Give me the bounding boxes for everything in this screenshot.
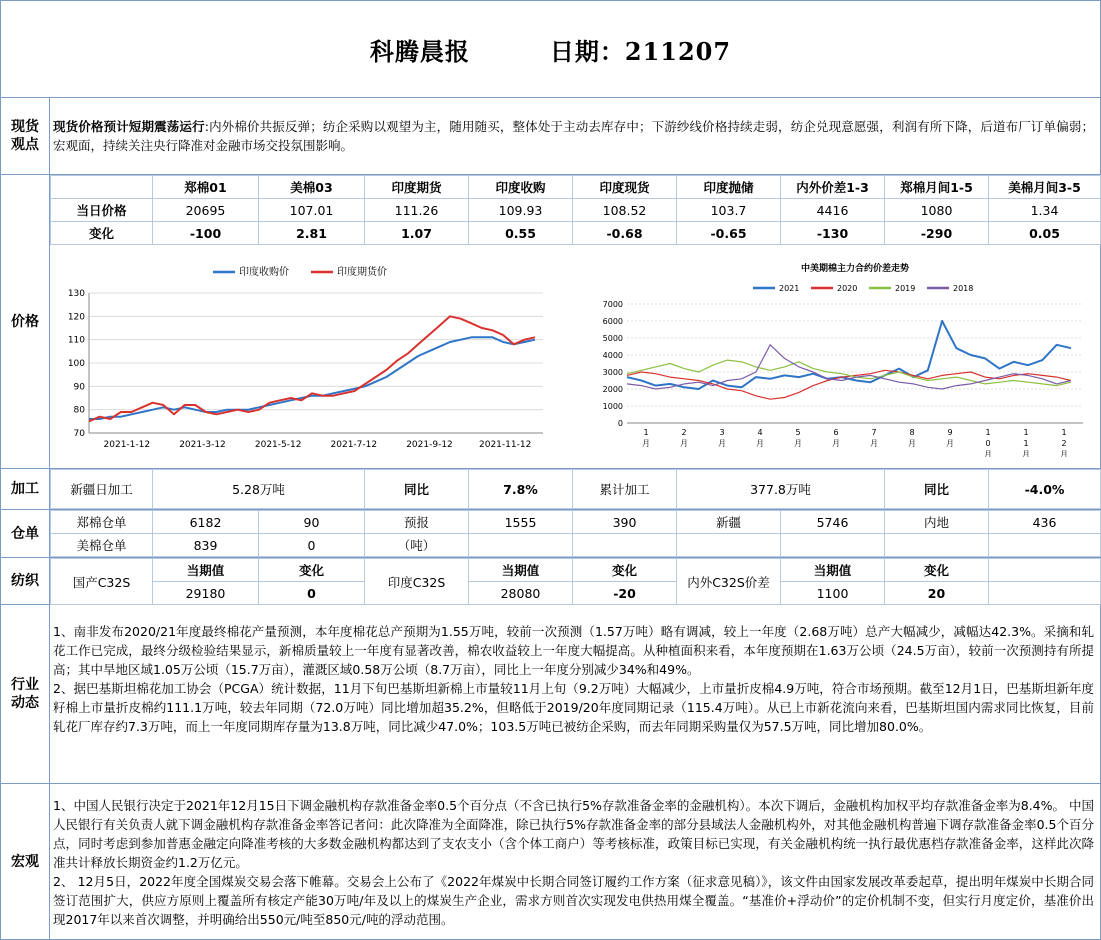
- price-col-header: 美棉月间3-5: [989, 176, 1101, 199]
- textile-section: [1, 558, 1100, 605]
- yoy-value: -4.0%: [989, 470, 1101, 509]
- legend-label: 2020: [837, 284, 858, 293]
- price-col-header: 郑棉01: [153, 176, 259, 199]
- price-table: [50, 175, 1101, 245]
- processing-section: [1, 469, 1100, 510]
- x-tick-label: 2 月: [680, 428, 688, 448]
- change-cell: -290: [885, 222, 989, 245]
- legend-label: 印度收购价: [239, 267, 289, 278]
- legend-label: 2018: [953, 284, 974, 293]
- x-tick-label: 2021-11-12: [479, 440, 532, 450]
- legend-label: 印度期货价: [337, 267, 387, 278]
- legend-label: 2019: [895, 284, 916, 293]
- price-col-header: 印度现货: [573, 176, 677, 199]
- price-col-header: 美棉03: [259, 176, 365, 199]
- price-section: [1, 175, 1100, 469]
- c32s-spread-current: 1100: [781, 582, 885, 605]
- yoy-value: 7.8%: [469, 470, 573, 509]
- macro-section: [1, 784, 1100, 939]
- report-title: 科腾晨报: [369, 36, 470, 66]
- receipt-unit: （吨）: [365, 534, 469, 557]
- y-tick-label: 110: [67, 335, 85, 346]
- price-cell: 108.52: [573, 199, 677, 222]
- receipt-cell: 预报: [365, 511, 469, 534]
- spot-view-section: [1, 98, 1100, 175]
- y-tick-label: 5000: [602, 334, 623, 343]
- x-tick-label: 2021-9-12: [406, 440, 453, 450]
- price-change-row: [51, 222, 1101, 245]
- y-tick-label: 80: [73, 405, 85, 416]
- series-line-2020: [627, 370, 1071, 399]
- domestic-c32s-label: 国产C32S: [51, 559, 153, 605]
- domestic-c32s-change: 0: [259, 582, 365, 605]
- row-name: 当日价格: [51, 199, 153, 222]
- current-value-header: 当期值: [153, 559, 259, 582]
- y-tick-label: 120: [67, 312, 85, 323]
- yoy-label: 同比: [365, 470, 469, 509]
- macro-text: [53, 796, 1094, 929]
- price-header-row: [51, 176, 1101, 199]
- receipt-cell: 6182: [153, 511, 259, 534]
- yoy-label: 同比: [885, 470, 989, 509]
- receipt-cell: 1555: [469, 511, 573, 534]
- x-tick-label: 4 月: [756, 428, 764, 448]
- domestic-c32s-current: 29180: [153, 582, 259, 605]
- price-cell: 107.01: [259, 199, 365, 222]
- price-col-header: [51, 176, 153, 199]
- industry-news-item: 1、南非发布2020/21年度最终棉花产量预测，本年度棉花总产预期为1.55万吨，较前一次预测（1.57万吨）略有调减，较上一年度（2.68万吨）总产大幅减少，减幅达42.3%。采摘和轧花工作已完成，最终分级检验结果显示，新棉质量较上一年度有显著改善，棉农收益较上一年度大幅提高。从种植面积来看，本年度预期在1.63万公顷（24.5万亩），较前一次预测持有所提高；其中旱地区域1.05万公顷（15.7万亩），灌溉区域0.58万公顷（8.7万亩），同比上一年度分别减少34%和49%。: [53, 624, 1094, 677]
- receipt-cell: 436: [989, 511, 1101, 534]
- spot-view-headline: 现货价格预计短期震荡运行: [53, 119, 205, 134]
- change-header: 变化: [885, 559, 989, 582]
- price-col-header: 印度抛储: [677, 176, 781, 199]
- current-value-header: 当期值: [469, 559, 573, 582]
- receipt-cell: 390: [573, 511, 677, 534]
- receipt-cell: 839: [153, 534, 259, 557]
- receipt-cell: 内地: [885, 511, 989, 534]
- industry-news-text: [53, 622, 1094, 736]
- y-tick-label: 90: [73, 382, 85, 393]
- textile-table: [50, 558, 1101, 605]
- warehouse-receipt-label: 仓单: [1, 510, 50, 557]
- x-tick-label: 1 月: [642, 428, 650, 448]
- change-header: 变化: [259, 559, 365, 582]
- price-cell: 111.26: [365, 199, 469, 222]
- receipt-cell: 5746: [781, 511, 885, 534]
- price-cell: 1.34: [989, 199, 1101, 222]
- macro-news-item: 2、 12月5日，2022年度全国煤炭交易会落下帷幕。交易会上公布了《2022年煤炭中长期合同签订履约工作方案（征求意见稿）》，该文件由国家发展改革委起草，提出明年煤炭中长期合同签订范围扩大，供应方原则上覆盖所有核定产能30万吨/年及以上的煤炭生产企业，需求方则首次实现发电供热用煤全覆盖。“基准价+浮动价”的定价机制不变，但实行月度定价，基准价出现2017年以来首次调整，并明确给出550元/吨至850元/吨的浮动范围。: [53, 874, 1094, 927]
- textile-label: 纺织: [1, 558, 50, 604]
- x-tick-label: 2021-7-12: [330, 440, 378, 450]
- macro-label: 宏观: [1, 784, 50, 939]
- series-line-2019: [627, 360, 1071, 386]
- change-cell: -100: [153, 222, 259, 245]
- spot-view-text: [53, 117, 1094, 155]
- x-tick-label: 1 0 月: [984, 428, 992, 457]
- india-c32s-change: -20: [573, 582, 677, 605]
- price-cell: 103.7: [677, 199, 781, 222]
- x-tick-label: 2021-1-12: [103, 440, 151, 450]
- india-price-chart: [53, 257, 553, 457]
- price-col-header: 印度期货: [365, 176, 469, 199]
- change-cell: 1.07: [365, 222, 469, 245]
- x-tick-label: 6 月: [832, 428, 840, 448]
- industry-news-section: [1, 605, 1100, 784]
- y-tick-label: 70: [73, 429, 85, 439]
- row-name: 变化: [51, 222, 153, 245]
- y-tick-label: 7000: [602, 300, 623, 309]
- industry-news-item: 2、据巴基斯坦棉花加工协会（PCGA）统计数据，11月下旬巴基斯坦新棉上市量较11月上旬（9.2万吨）大幅减少，上市量折皮棉4.9万吨，符合市场预期。截至12月1日，巴基斯坦新年度籽棉上市量折皮棉约111.1万吨，较去年同期（72.0万吨）同比增加超35.2%，但略低于2019/20年度同期记录（115.4万吨）。从已上市新花流向来看，巴基斯坦国内需求同比恢复，目前轧花厂库存约7.3万吨，而上一年度同期库存量为13.8万吨，同比减少47.0%；103.5万吨已被纺企采购，而去年同期采购量仅为57.5万吨，同比增加80.0%。: [53, 681, 1094, 734]
- processing-table: [50, 469, 1101, 509]
- macro-news-item: 1、中国人民银行决定于2021年12月15日下调金融机构存款准备金率0.5个百分点（不含已执行5%存款准备金率的金融机构）。本次下调后，金融机构加权平均存款准备金率为8.4%。 中国人民银行有关负责人就下调金融机构存款准备金率答记者问：此次降准为全面降准，除已执行5%存款准备金率的部分县域法人金融机构外，对其他金融机构普遍下调存款准备金率0.5个百分点，同时考虑到参加普惠金融定向降准考核的大多数金融机构都达到了支农支小（含个体工商户）等考核标准，政策目标已实现，有关金融机构统一执行最优惠档存款准备金率，这样此次降准共计释放长期资金约1.2万亿元。: [53, 798, 1094, 870]
- series-line-印度期货价: [89, 316, 535, 421]
- x-tick-label: 1 2 月: [1060, 428, 1068, 457]
- india-c32s-current: 28080: [469, 582, 573, 605]
- price-cell: 20695: [153, 199, 259, 222]
- y-tick-label: 130: [67, 289, 85, 299]
- current-value-header: 当期值: [781, 559, 885, 582]
- change-cell: -0.68: [573, 222, 677, 245]
- industry-news-label: 行业动态: [1, 605, 50, 783]
- change-cell: 0.05: [989, 222, 1101, 245]
- change-cell: -130: [781, 222, 885, 245]
- xinjiang-processing-value: 5.28万吨: [153, 470, 365, 509]
- x-tick-label: 2021-5-12: [254, 440, 302, 450]
- y-tick-label: 0: [617, 419, 623, 428]
- y-tick-label: 6000: [602, 317, 623, 326]
- spot-view-label: 现货观点: [1, 98, 50, 174]
- change-cell: -0.65: [677, 222, 781, 245]
- price-col-header: 郑棉月间1-5: [885, 176, 989, 199]
- price-label: 价格: [1, 175, 50, 468]
- receipt-cell: 0: [259, 534, 365, 557]
- warehouse-receipt-section: [1, 510, 1100, 558]
- cn-us-spread-chart: [593, 257, 1093, 457]
- y-tick-label: 100: [67, 359, 85, 369]
- x-tick-label: 5 月: [794, 428, 802, 448]
- xinjiang-processing-label: 新疆日加工: [51, 470, 153, 509]
- price-col-header: 内外价差1-3: [781, 176, 885, 199]
- cumulative-processing-value: 377.8万吨: [677, 470, 885, 509]
- price-cell: 4416: [781, 199, 885, 222]
- legend-label: 2021: [779, 284, 800, 293]
- india-c32s-label: 印度C32S: [365, 559, 469, 605]
- price-today-row: [51, 199, 1101, 222]
- zz-receipt-label: 郑棉仓单: [51, 511, 153, 534]
- c32s-spread-change: 20: [885, 582, 989, 605]
- spot-view-body: :内外棉价共振反弹；纺企采购以观望为主，随用随买，整体处于主动去库存中；下游纱线价格持续走弱，纺企兑现意愿强，利润有所下降，后道布厂订单偏弱；宏观面，持续关注央行降准对金融市场交投氛围影响。: [53, 119, 1094, 153]
- processing-label: 加工: [1, 469, 50, 509]
- y-tick-label: 4000: [602, 351, 623, 360]
- report-date: 日期：211207: [549, 36, 732, 66]
- warehouse-table: [50, 510, 1101, 557]
- us-receipt-label: 美棉仓单: [51, 534, 153, 557]
- x-tick-label: 1 1 月: [1022, 428, 1030, 457]
- cumulative-processing-label: 累计加工: [573, 470, 677, 509]
- chart-title: 中美期棉主力合约价差走势: [800, 264, 910, 274]
- change-header: 变化: [573, 559, 677, 582]
- x-tick-label: 9 月: [946, 428, 954, 448]
- price-cell: 109.93: [469, 199, 573, 222]
- x-tick-label: 3 月: [718, 428, 726, 448]
- report-title-bar: [1, 1, 1100, 98]
- series-line-印度收购价: [89, 337, 535, 419]
- c32s-spread-label: 内外C32S价差: [677, 559, 781, 605]
- x-tick-label: 7 月: [870, 428, 878, 448]
- x-tick-label: 8 月: [908, 428, 916, 448]
- change-cell: 0.55: [469, 222, 573, 245]
- price-col-header: 印度收购: [469, 176, 573, 199]
- y-tick-label: 2000: [602, 385, 623, 394]
- receipt-cell: 新疆: [677, 511, 781, 534]
- receipt-cell: 90: [259, 511, 365, 534]
- y-tick-label: 1000: [602, 402, 623, 411]
- x-tick-label: 2021-3-12: [179, 440, 226, 450]
- price-cell: 1080: [885, 199, 989, 222]
- y-tick-label: 3000: [602, 368, 623, 377]
- change-cell: 2.81: [259, 222, 365, 245]
